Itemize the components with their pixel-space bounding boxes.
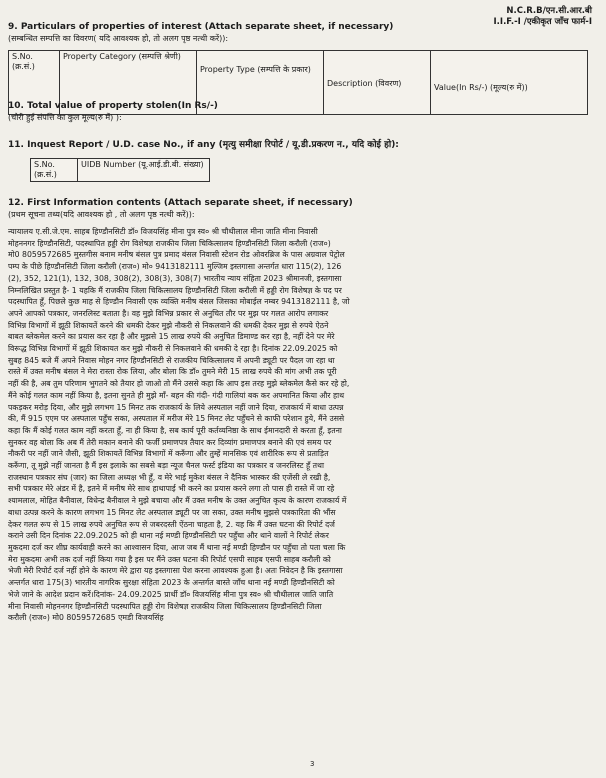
fir-text-line: देकर गलत रूप से 15 लाख रुपये अनुचित रूप से जबरदस्ती ऐंठना चाहता है, 2. यह कि मैं उक्त घटना की रिपोर्ट दर्ज [8,519,335,529]
col-property-category: Property Category (सम्पत्ति श्रेणी) [60,51,197,115]
fir-text-line: विभिन्न विभागों में झूठी शिकायतें करने की धमकी देकर मुझे नौकरी से निकलवाने की धमकी देकर मुझ से रुपये ऐठने [8,320,329,330]
fir-text-line: विरूद्ध विभिन्न विभागों में झूठी शिकायत कर मुझे नौकरी से निकलवाने की धमकी दे रहा है। दिनांक 22.09.2025 को [8,344,338,354]
fir-text-line: सुनकर वह बोला कि अब मैं तेरी मकान बनाने की फर्जी प्रमाणपत्र तैयार कर दिव्यांग प्रमाणपत्र बनाने की एवं समय पर [8,437,332,447]
fir-text-line: नौकरी पर नहीं जाने जैसी, झूठी शिकायतें विभिन्न विभागों में करूँगा और तुम्हें मानसिक एवं शारीरिक रूप से प्रताड़ित [8,449,329,459]
table-header-row [31,159,210,182]
fir-text-line: राजस्थान पत्रकार संघ (जार) का जिला अध्यक्ष भी हूँ, व मेरे भाई मुकेश बंसल ने दैनिक भास्कर की एजेंसी ले रखी है, [8,472,331,482]
fir-text-line: भेजी मेरी रिपोर्ट दर्ज नहीं होने के कारण मेरे द्वारा यह इस्तगासा पेश करना आवश्यक हुआ है। अतः निवेदन है कि इस्तगासा [8,566,343,576]
fir-text-line: न्यायालय ए.सी.जे.एम. साहब हिण्डौनसिटी डॉ० विजयसिंह मीना पुत्र स्व० श्री चौथीलाल मीना जाति मीना निवासी [8,227,318,236]
section-10-title-hi: (चोरी हुई संपत्ति का कुल मूल्य(रु में) ): [8,113,122,122]
fir-text-line: मैंने कोई गलत काम नहीं किया है, इतना सुनते ही मुझे माँ- बहन की गंदी- गंदी गालियां बक कर अपमानित किया और हाथ [8,390,345,400]
fir-text-line: बाधा उत्पन्न करने के कारण लगभग 15 मिनट लेट अस्पताल ड्यूटी पर जा सका, उक्त मनीष मुझसे पत्रकारिता की भौंस [8,507,336,517]
fir-text-line: निम्नलिखित प्रस्तुत है- 1 यहकि मैं राजकीय जिला चिकित्सालय हिण्डौनसिटी जिला करौली में हड्डी रोग विशेषज्ञ के पद पर [8,285,342,295]
fir-text-line: नहीं की है, अब तुम परिणाम भुगतने को तैयार हो जाओ तो मैंने उससे कहा कि आप इस तरह मुझे ब्लेकमेल कैसे कर रहे हो, [8,379,350,389]
form-code: N.C.R.B/एन.सी.आर.बी [506,6,592,16]
fir-text-line: अपने आपको पत्रकार, जनरलिस्ट बताता है। वह मुझे विभिन्न प्रकार से अनुचित तौर पर मुझ पर गलत आरोप लगाकर [8,308,329,318]
section-11-title: 11. Inquest Report / U.D. case No., if any (मृत्यु समीक्षा रिपोर्ट / यू.डी.प्रकरण न., यदि कोई हो): [8,140,399,150]
col-sno: S.No. (क्र.सं.) [9,51,60,115]
fir-text-line: श्यामलाल, मोहित बैनीवाल, विधेन्द्र बैनीवाल ने मुझे बचाया और मैं उक्त मनीष के उक्त अनुचित कृत्य के कारण राजकार्य में [8,496,347,506]
fir-text-line: कराने उसी दिन दिनांक 22.09.2025 को ही थाना नई मण्डी हिण्डौनसिटी पर पहुँचा और थाने वालों ने रिपोर्ट लेकर [8,531,329,541]
form-header [494,6,592,28]
fir-text-line: करूँगा, तू मुझे नहीं जानता है मैं इस इलाके का सबसे बड़ा न्यूज चैनल फर्स्ट इंडिया का पत्रकार व जनरलिस्ट हूँ तथा [8,461,324,471]
fir-text-line: कहा कि मैं कोई गलत काम नहीं करता हूँ, ना ही किया है, सब कार्य पूरी कर्तव्यनिष्ठा के साथ ईमानदारी से करता हूँ, इतना [8,425,342,435]
fir-text-line: मुकदमा दर्ज कर शीघ्र कार्यवाही करने का आश्वासन दिया, आज जब मैं थाना नई मण्डी हिण्डौन पर पहुँचा तो पता चला कि [8,542,346,552]
section-10-title: 10. Total value of property stolen(In Rs/-) (चोरी हुई संपत्ति का कुल मूल्य(रु में) ): [8,101,218,122]
inquest-table [30,158,210,182]
section-9-title: 9. Particulars of properties of interest (Attach separate sheet, if necessary) (सम्बन्धित सम्पत्ति का विवरण( यदि आवश्यक हो, तो अलग पृष्ठ नत्थी करें)): [8,22,394,43]
form-name: I.I.F.-I /एकीकृत जाँच फार्म-I [493,17,592,27]
fir-text-line: सभी पत्रकार मेरे अंडर में है, इतने में मनीष मेरे साथ हाथापाई भी करने का प्रयास करने लगा तो पास ही रास्ते में जा रहे [8,484,335,494]
fir-text-line: सुबह 845 बजे मैं अपने निवास मोहन नगर हिण्डौनसिटी से राजकीय चिकित्सालय में अपनी ड्यूटी पर पैदल जा रहा था [8,355,335,365]
section-9-title-hi: (सम्बन्धित सम्पत्ति का विवरण( यदि आवश्यक हो, तो अलग पृष्ठ नत्थी करें)): [8,34,229,43]
fir-text-line: (2), 352, 121(1), 132, 308, 308(2), 308(3), 308(7) भारतीय न्याय संहिता 2023 श्रीमानजी, इस्तगासा [8,273,342,283]
fir-text-line: की, मैं 915 एएम पर अस्पताल पहुँच सका, अस्पताल में मरीज मेरे 15 मिनट लेट पहुँचने से काफी परेशान हुये, मैंने उससे [8,414,345,424]
fir-text-line: पकड़कर मरोड़ दिया, और मुझे लगभग 15 मिनट तक राजकार्य के लिये अस्पताल नहीं जाने दिया, राजकार्य में बाधा उत्पन्न [8,402,344,412]
col-uidb-number: UIDB Number (यू.आई.डी.बी. संख्या) [78,159,210,182]
fir-text-line: पम्प के पीछे हिण्डौनसिटी जिला करौली (राज०) मो० 9413182111 मुल्जिम इस्तगासा अन्तर्गत धारा 115(2), 126 [8,262,342,272]
fir-text-line: मो0 8059572685 मुस्तगीस बनाम मनीष बंसल पुत्र प्रमाद बंसल निवासी स्टेशन रोड ओवरब्रिज के पास अग्रवाल पेट्रोल [8,250,345,260]
section-12-title: 12. First Information contents (Attach separate sheet, if necessary) (प्रथम सूचना तथ्य(यदि आवश्यक हो , तो अलग पृष्ठ नत्थी करें)): [8,198,353,219]
fir-text-line: मीना निवासी मोहननगर हिण्डौनसिटी पदस्थापित हड्डी रोग विशेषज्ञ राजकीय जिला चिकित्सालय हिण्डौनसिटी जिला [8,601,322,611]
col-sno: S.No. (क्र.सं.) [31,159,78,182]
fir-text-line: मेरा मुकदमा अभी तक दर्ज नहीं किया गया है इस पर मैंने उक्त घटना की रिपोर्ट एसपी साहब एसपी साहब करौली को [8,554,331,564]
col-description: Description (विवरण) [324,51,431,115]
col-value: Value(In Rs/-) (मूल्य(रु में)) [431,51,588,115]
fir-text-line: मोहननगर हिण्डौनसिटी, पदस्थापित हड्डी रोग विशेषज्ञ राजकीय जिला चिकित्सालय हिण्डौनसिटी जिला करौली (राज०) [8,238,331,248]
fir-text-line: करौली (राज०) मो0 8059572685 एमडी विजयसिंह [8,613,164,623]
fir-text-line: रास्ते में उक्त मनीष बंसल ने मेरा रास्ता रोक लिया, और बोला कि डॉ० तुमने मेरी 15 लाख रुपये की मांग अभी तक पूरी [8,367,337,377]
fir-text-line: अन्तर्गत धारा 175(3) भारतीय नागरिक सुरक्षा संहिता 2023 के अन्तर्गत बास्ते जाँच थाना नई मण्डी हिण्डौनसिटी को [8,578,335,588]
section-12-title-hi: (प्रथम सूचना तथ्य(यदि आवश्यक हो , तो अलग पृष्ठ नत्थी करें)): [8,210,195,219]
page-number: 3 [310,760,315,768]
fir-text-line: बाबत ब्लेकमेल करने का प्रयास कर रहा है और मुझसे 15 लाख रुपये की अनुचित डिमाण्ड कर रहा है, नहीं देने पर मेरे [8,332,335,342]
first-information-contents [8,226,596,624]
col-property-type: Property Type (सम्पत्ति के प्रकार) [197,51,324,115]
fir-text-line: पदस्थापित हूँ, पिछले कुछ माह से हिण्डौन निवासी एक व्यक्ति मनीष बंसल जिसका मोबाईल नम्बर 9413182111 है, जो [8,297,350,307]
fir-text-line: भेजे जाने के आदेश प्रदान करें।दिनांक- 24.09.2025 प्रार्थी डॉ० विजयसिंह मीना पुत्र स्व० श्री चौथीलाल जाति जाति [8,589,334,599]
